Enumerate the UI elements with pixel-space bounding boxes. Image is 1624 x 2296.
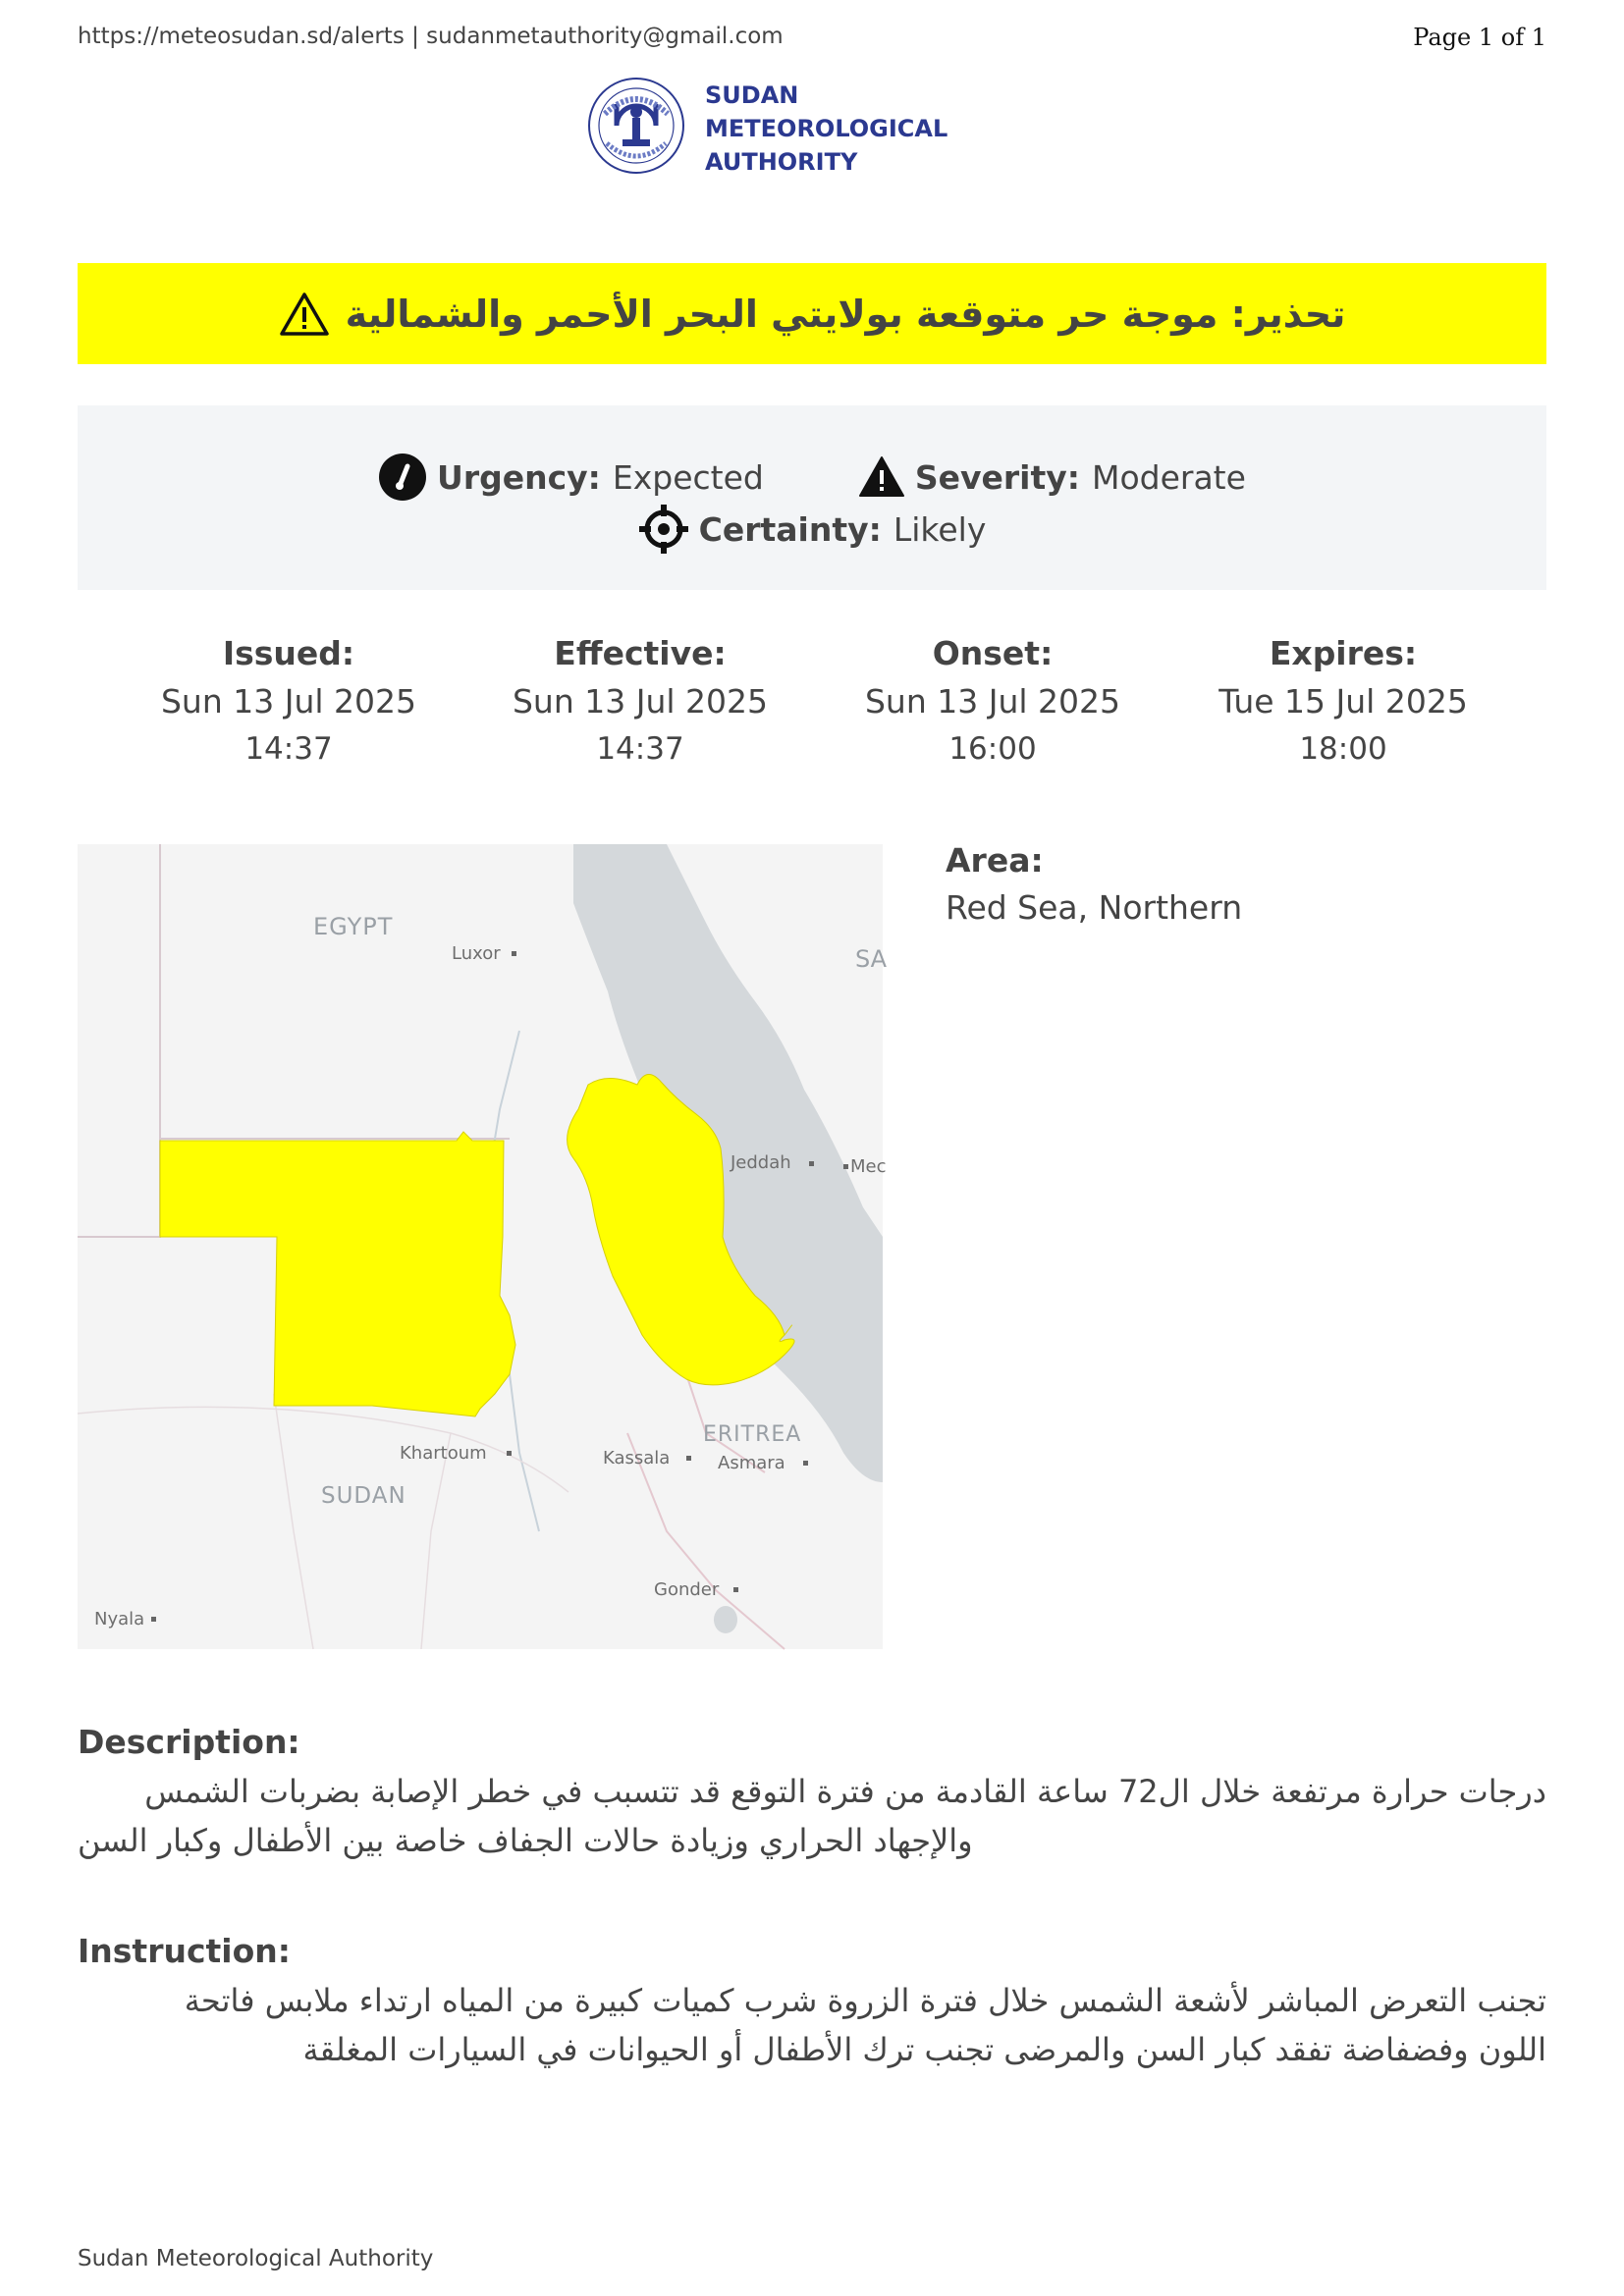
expires-column	[1181, 630, 1505, 772]
description-text	[78, 1767, 1546, 1865]
effective-column	[478, 630, 802, 772]
description-line-2: والإجهاد الحراري وزيادة حالات الجفاف خاصة بين الأطفال وكبار السن	[78, 1822, 973, 1859]
map-label-sudan: SUDAN	[321, 1483, 406, 1509]
map-label-luxor: Luxor	[452, 943, 501, 964]
certainty-item	[638, 504, 987, 555]
instruction-line-2: اللون وفضفاضة تفقد كبار السن والمرضى تجنب ترك الأطفال أو الحيوانات في السيارات المغلقة	[302, 2031, 1546, 2068]
certainty-label: Certainty:	[698, 509, 882, 549]
crosshair-icon	[638, 504, 689, 555]
map-label-asmara: Asmara	[718, 1453, 785, 1473]
issued-date: Sun 13 Jul 2025	[160, 682, 417, 721]
authority-emblem-icon	[587, 75, 685, 177]
urgency-label: Urgency:	[437, 457, 601, 497]
area-value: Red Sea, Northern	[946, 888, 1243, 927]
instruction-label: Instruction:	[78, 1932, 291, 1970]
certainty-value: Likely	[893, 509, 987, 549]
map-label-gonder: Gonder	[654, 1579, 720, 1600]
map-label-khartoum: Khartoum	[400, 1443, 487, 1464]
alert-banner	[78, 263, 1546, 364]
logo-text-line1: SUDAN	[705, 81, 799, 109]
gauge-icon	[378, 453, 427, 502]
severity-item	[858, 455, 1246, 499]
logo-text-line2: METEOROLOGICAL	[705, 115, 948, 142]
header-url-email[interactable]: https://meteosudan.sd/alerts | sudanmetauthority@gmail.com	[78, 24, 784, 49]
alert-triangle-icon	[858, 455, 905, 499]
instruction-line-1: تجنب التعرض المباشر لأشعة الشمس خلال فترة الزروة شرب كميات كبيرة من المياه ارتداء ملابس فاتحة	[184, 1982, 1546, 2019]
page-number: Page 1 of 1	[1413, 24, 1546, 51]
issued-time: 14:37	[244, 731, 333, 767]
alert-area-map[interactable]	[78, 844, 888, 1649]
urgency-value: Expected	[612, 457, 764, 497]
footer-text: Sudan Meteorological Authority	[78, 2246, 434, 2271]
map-label-egypt: EGYPT	[313, 913, 394, 940]
onset-column	[831, 630, 1155, 772]
effective-label: Effective:	[554, 634, 727, 672]
severity-value: Moderate	[1091, 457, 1246, 497]
area-label: Area:	[946, 841, 1044, 880]
effective-time: 14:37	[596, 731, 684, 767]
instruction-text	[78, 1976, 1546, 2074]
issued-label: Issued:	[222, 634, 355, 672]
map-label-mecca: Mec	[850, 1156, 887, 1177]
description-label: Description:	[78, 1723, 300, 1761]
severity-label: Severity:	[914, 457, 1080, 497]
authority-logo	[587, 75, 950, 183]
expires-label: Expires:	[1269, 634, 1418, 672]
map-label-nyala: Nyala	[94, 1609, 145, 1629]
expires-time: 18:00	[1299, 731, 1387, 767]
warning-triangle-icon	[279, 292, 330, 337]
logo-text-line3: AUTHORITY	[705, 148, 858, 176]
onset-date: Sun 13 Jul 2025	[864, 682, 1121, 721]
alert-meta-box	[78, 405, 1546, 590]
effective-date: Sun 13 Jul 2025	[512, 682, 769, 721]
map-label-kassala: Kassala	[603, 1448, 671, 1468]
map-label-eritrea: ERITREA	[703, 1422, 802, 1447]
alert-dates	[78, 630, 1546, 777]
onset-label: Onset:	[932, 634, 1054, 672]
urgency-item	[378, 453, 764, 502]
expires-date: Tue 15 Jul 2025	[1218, 682, 1468, 721]
map-canvas	[78, 844, 888, 1649]
map-label-sa: SA	[855, 945, 888, 973]
alert-title: تحذير: موجة حر متوقعة بولايتي البحر الأحمر والشمالية	[345, 292, 1346, 336]
issued-column	[127, 630, 451, 772]
description-line-1: درجات حرارة مرتفعة خلال ال72 ساعة القادمة من فترة التوقع قد تتسبب في خطر الإصابة بضربات الشمس	[144, 1773, 1546, 1810]
onset-time: 16:00	[948, 731, 1037, 767]
map-label-jeddah: Jeddah	[731, 1152, 791, 1173]
